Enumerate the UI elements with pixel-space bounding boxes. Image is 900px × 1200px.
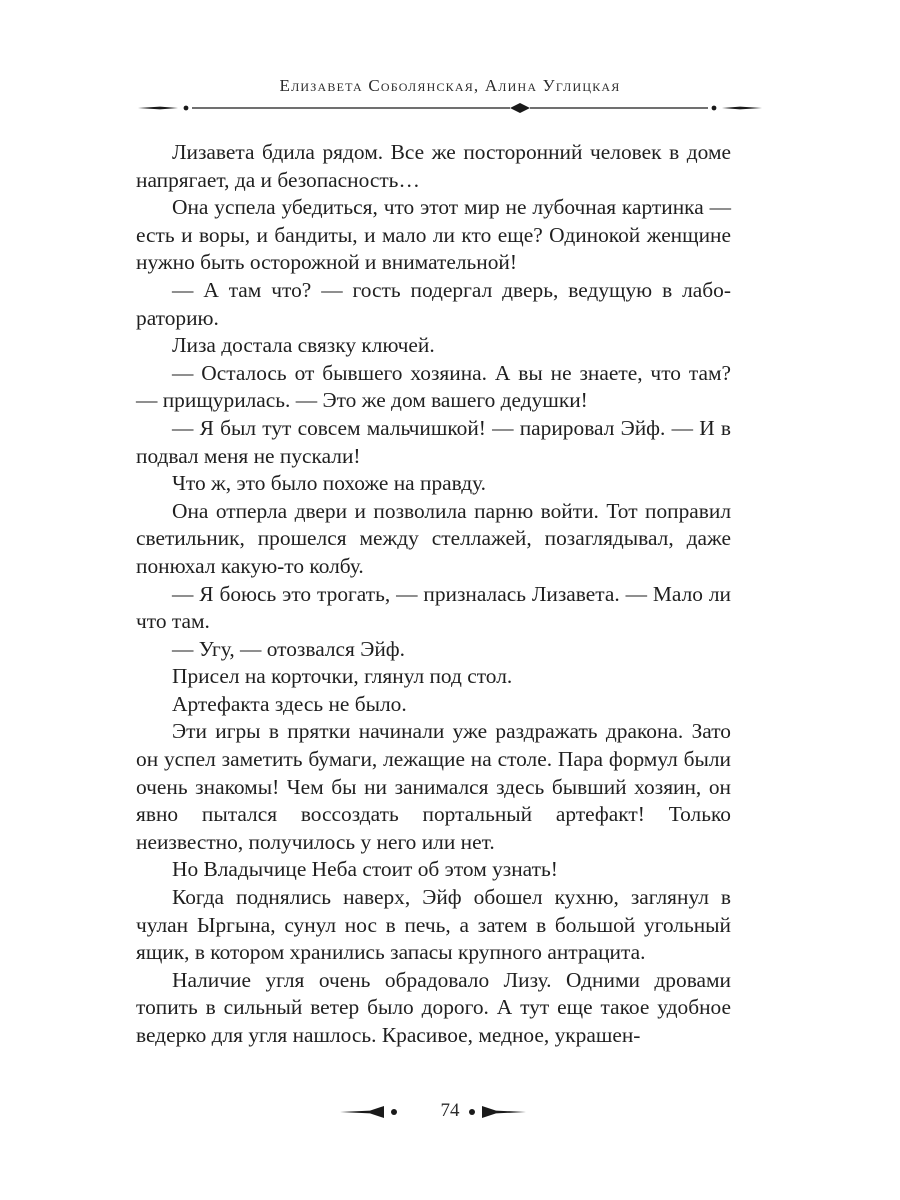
page-number: 74 <box>440 1100 460 1121</box>
paragraph: Она отперла двери и позволила парню войти. Тот поправил светильник, прошелся между стеллажей, позаглядывал, даже понюхал какую-то колбу. <box>136 498 731 578</box>
running-head: Елизавета Соболянская, Алина Углицкая <box>279 76 621 95</box>
paragraph: Она успела убедиться, что этот мир не лубочная картинка — есть и воры, и бандиты, и мало ли кто еще? Одинокой женщине нужно быть осторожной и внимательной! <box>136 195 731 275</box>
paragraph: Лиза достала связку ключей. <box>172 333 435 358</box>
paragraph: Но Владычице Неба стоит об этом узнать! <box>172 857 558 882</box>
paragraph: Наличие угля очень обрадовало Лизу. Одними дровами топить в сильный ветер было дорого. А тут еще такое удобное ведерко для угля нашлось. Красивое, медное, украшен- <box>136 967 731 1047</box>
paragraph: — А там что? — гость подергал дверь, ведущую в лабораторию. <box>136 277 731 330</box>
header-ornament-rule <box>138 98 762 118</box>
paragraph: Лизавета бдила рядом. Все же посторонний человек в доме напрягает, да и безопасность… <box>136 140 731 192</box>
body-text <box>136 139 731 1050</box>
paragraph: Что ж, это было похоже на правду. <box>172 471 487 496</box>
paragraph: Эти игры в прятки начинали уже раздражать дракона. Зато он успел заметить бумаги, лежащие на столе. Пара формул были очень знакомы! Чем бы ни занимался здесь бывший хозяин, он явно пытался воссоздать портальный артефакт! Только неизвестно, получилось у него или нет. <box>136 719 731 854</box>
paragraph: — Я боюсь это трогать, — призналась Лизавета. — Мало ли что там. <box>136 581 731 634</box>
paragraph: — Угу, — отозвался Эйф. <box>172 636 406 661</box>
paragraph: Когда поднялись наверх, Эйф обошел кухню, заглянул в чулан Ыргына, сунул нос в печь, а затем в большой угольный ящик, в котором хранились запасы крупного антрацита. <box>136 885 731 965</box>
paragraph: — Я был тут совсем мальчишкой! — парировал Эйф. — И в подвал меня не пускали! <box>136 415 731 468</box>
paragraph: Артефакта здесь не было. <box>172 691 407 716</box>
paragraph: — Осталось от бывшего хозяина. А вы не знаете, что там? — прищурилась. — Это же дом вашего дедушки! <box>136 360 731 413</box>
paragraph: Присел на корточки, глянул под стол. <box>172 664 513 689</box>
